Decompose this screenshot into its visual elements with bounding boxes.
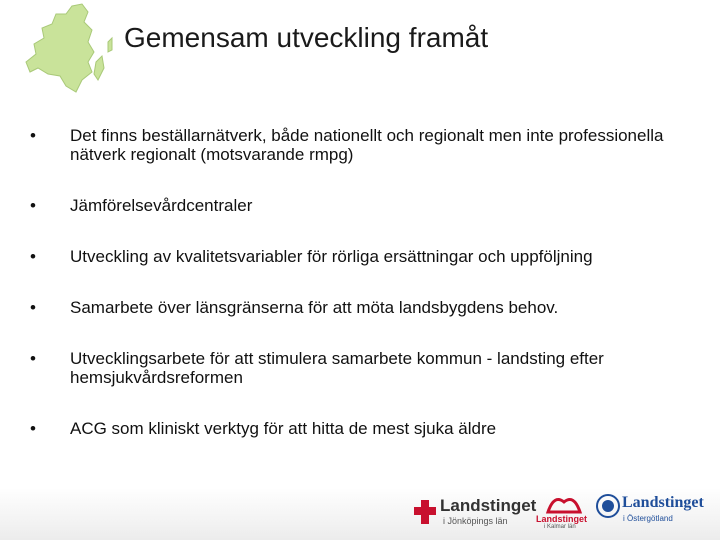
- bullet-item: [30, 419, 690, 438]
- logo-kalmar-name: Landstinget: [536, 514, 587, 524]
- bullet-symbol: •: [30, 419, 36, 438]
- bullet-text: Jämförelsevårdcentraler: [70, 196, 253, 215]
- bullet-text: Utvecklingsarbete för att stimulera samarbete kommun - landsting efter hemsjukvårdsreformen: [70, 349, 604, 387]
- bullet-text: ACG som kliniskt verktyg för att hitta de mest sjuka äldre: [70, 419, 497, 438]
- map-decoration: [22, 2, 117, 102]
- bullet-item: [30, 349, 690, 387]
- bullet-item: [30, 298, 690, 317]
- bullet-text: Det finns beställarnätverk, både nationellt och regionalt men inte professionella nätverk regionalt (motsvarande rmpg): [70, 126, 664, 164]
- logo-jonkoping-sub: i Jönköpings län: [443, 516, 508, 526]
- logo-jonkoping-name: Landstinget: [440, 496, 537, 515]
- bullet-item: [30, 196, 690, 215]
- bullet-symbol: •: [30, 349, 36, 368]
- slide-title: Gemensam utveckling framåt: [124, 22, 489, 53]
- logo-ostergotland-name: Landstinget: [622, 494, 704, 511]
- bullet-symbol: •: [30, 126, 36, 145]
- cross-emblem-icon: [412, 498, 438, 526]
- crown-emblem-icon: [544, 492, 584, 514]
- bullet-text: Utveckling av kvalitetsvariabler för rörliga ersättningar och uppföljning: [70, 247, 593, 266]
- bullet-item: [30, 126, 690, 164]
- griffin-seal-icon: [596, 494, 620, 518]
- bullet-list: [30, 126, 690, 438]
- bullet-item: [30, 247, 690, 266]
- logo-strip: [410, 492, 710, 532]
- bullet-text: Samarbete över länsgränserna för att möta landsbygdens behov.: [70, 298, 559, 317]
- logo-jonkoping: [410, 492, 537, 532]
- bullet-symbol: •: [30, 247, 36, 266]
- logo-kalmar: [534, 492, 594, 532]
- logo-ostergotland: [596, 492, 710, 532]
- logo-kalmar-sub: i Kalmar län: [544, 524, 576, 530]
- bullet-symbol: •: [30, 298, 36, 317]
- bullet-symbol: •: [30, 196, 36, 215]
- logo-ostergotland-sub: i Östergötland: [623, 514, 673, 523]
